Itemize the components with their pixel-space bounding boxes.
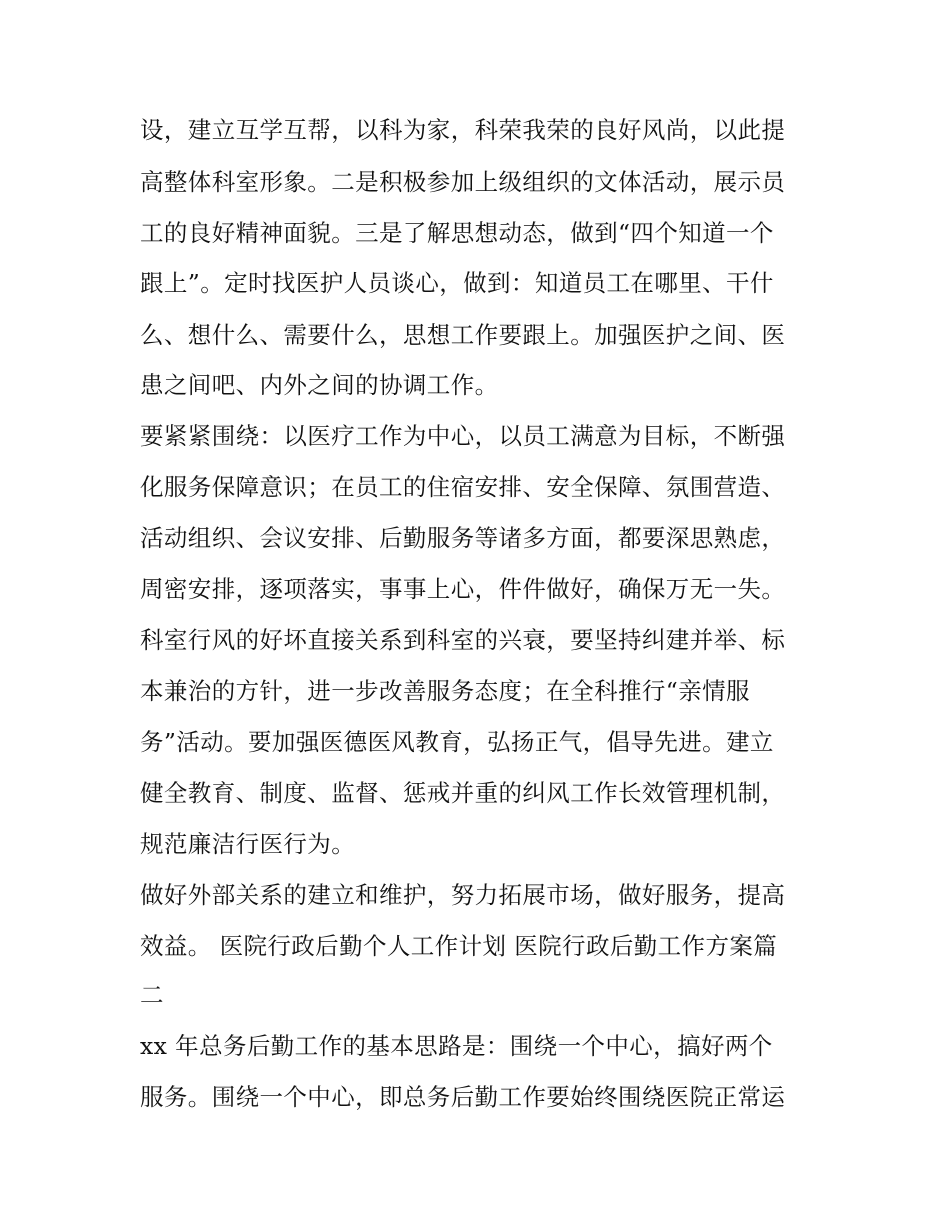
- text-line: 本兼治的方针，进一步改善服务态度；在全科推行“亲情服: [140, 677, 750, 705]
- text-line: 跟上”。定时找医护人员谈心，做到：知道员工在哪里、干什: [140, 269, 774, 297]
- text-line: 效益。 医院行政后勤个人工作计划 医院行政后勤工作方案篇: [140, 932, 778, 960]
- text-line: 服务。围绕一个中心，即总务后勤工作要始终围绕医院正常运: [140, 1083, 786, 1111]
- text-line: 做好外部关系的建立和维护，努力拓展市场，做好服务，提高: [140, 881, 786, 909]
- text-line: 科室行风的好坏直接关系到科室的兴衰，要坚持纠建并举、标: [140, 626, 786, 654]
- text-line: 患之间吧、内外之间的协调工作。: [140, 371, 499, 399]
- text-line: 要紧紧围绕：以医疗工作为中心，以员工满意为目标，不断强: [140, 422, 786, 450]
- text-line: 健全教育、制度、监督、惩戒并重的纠风工作长效管理机制，: [140, 779, 786, 807]
- text-line: 务”活动。要加强医德医风教育，弘扬正气，倡导先进。建立: [140, 728, 774, 756]
- text-line: xx 年总务后勤工作的基本思路是：围绕一个中心，搞好两个: [140, 1032, 773, 1060]
- text-line: 活动组织、会议安排、后勤服务等诸多方面，都要深思熟虑，: [140, 524, 786, 552]
- text-line: 二: [140, 981, 164, 1009]
- text-line: 周密安排，逐项落实，事事上心，件件做好，确保万无一失。: [140, 575, 786, 603]
- text-line: 规范廉洁行医行为。: [140, 830, 356, 858]
- text-line: 化服务保障意识；在员工的住宿安排、安全保障、氛围营造、: [140, 473, 786, 501]
- text-line: 么、想什么、需要什么，思想工作要跟上。加强医护之间、医: [140, 321, 786, 349]
- text-line: 高整体科室形象。二是积极参加上级组织的文体活动，展示员: [140, 168, 786, 196]
- text-line: 工的良好精神面貌。三是了解思想动态，做到“四个知道一个: [140, 219, 774, 247]
- text-line: 设，建立互学互帮，以科为家，科荣我荣的良好风尚，以此提: [140, 116, 786, 144]
